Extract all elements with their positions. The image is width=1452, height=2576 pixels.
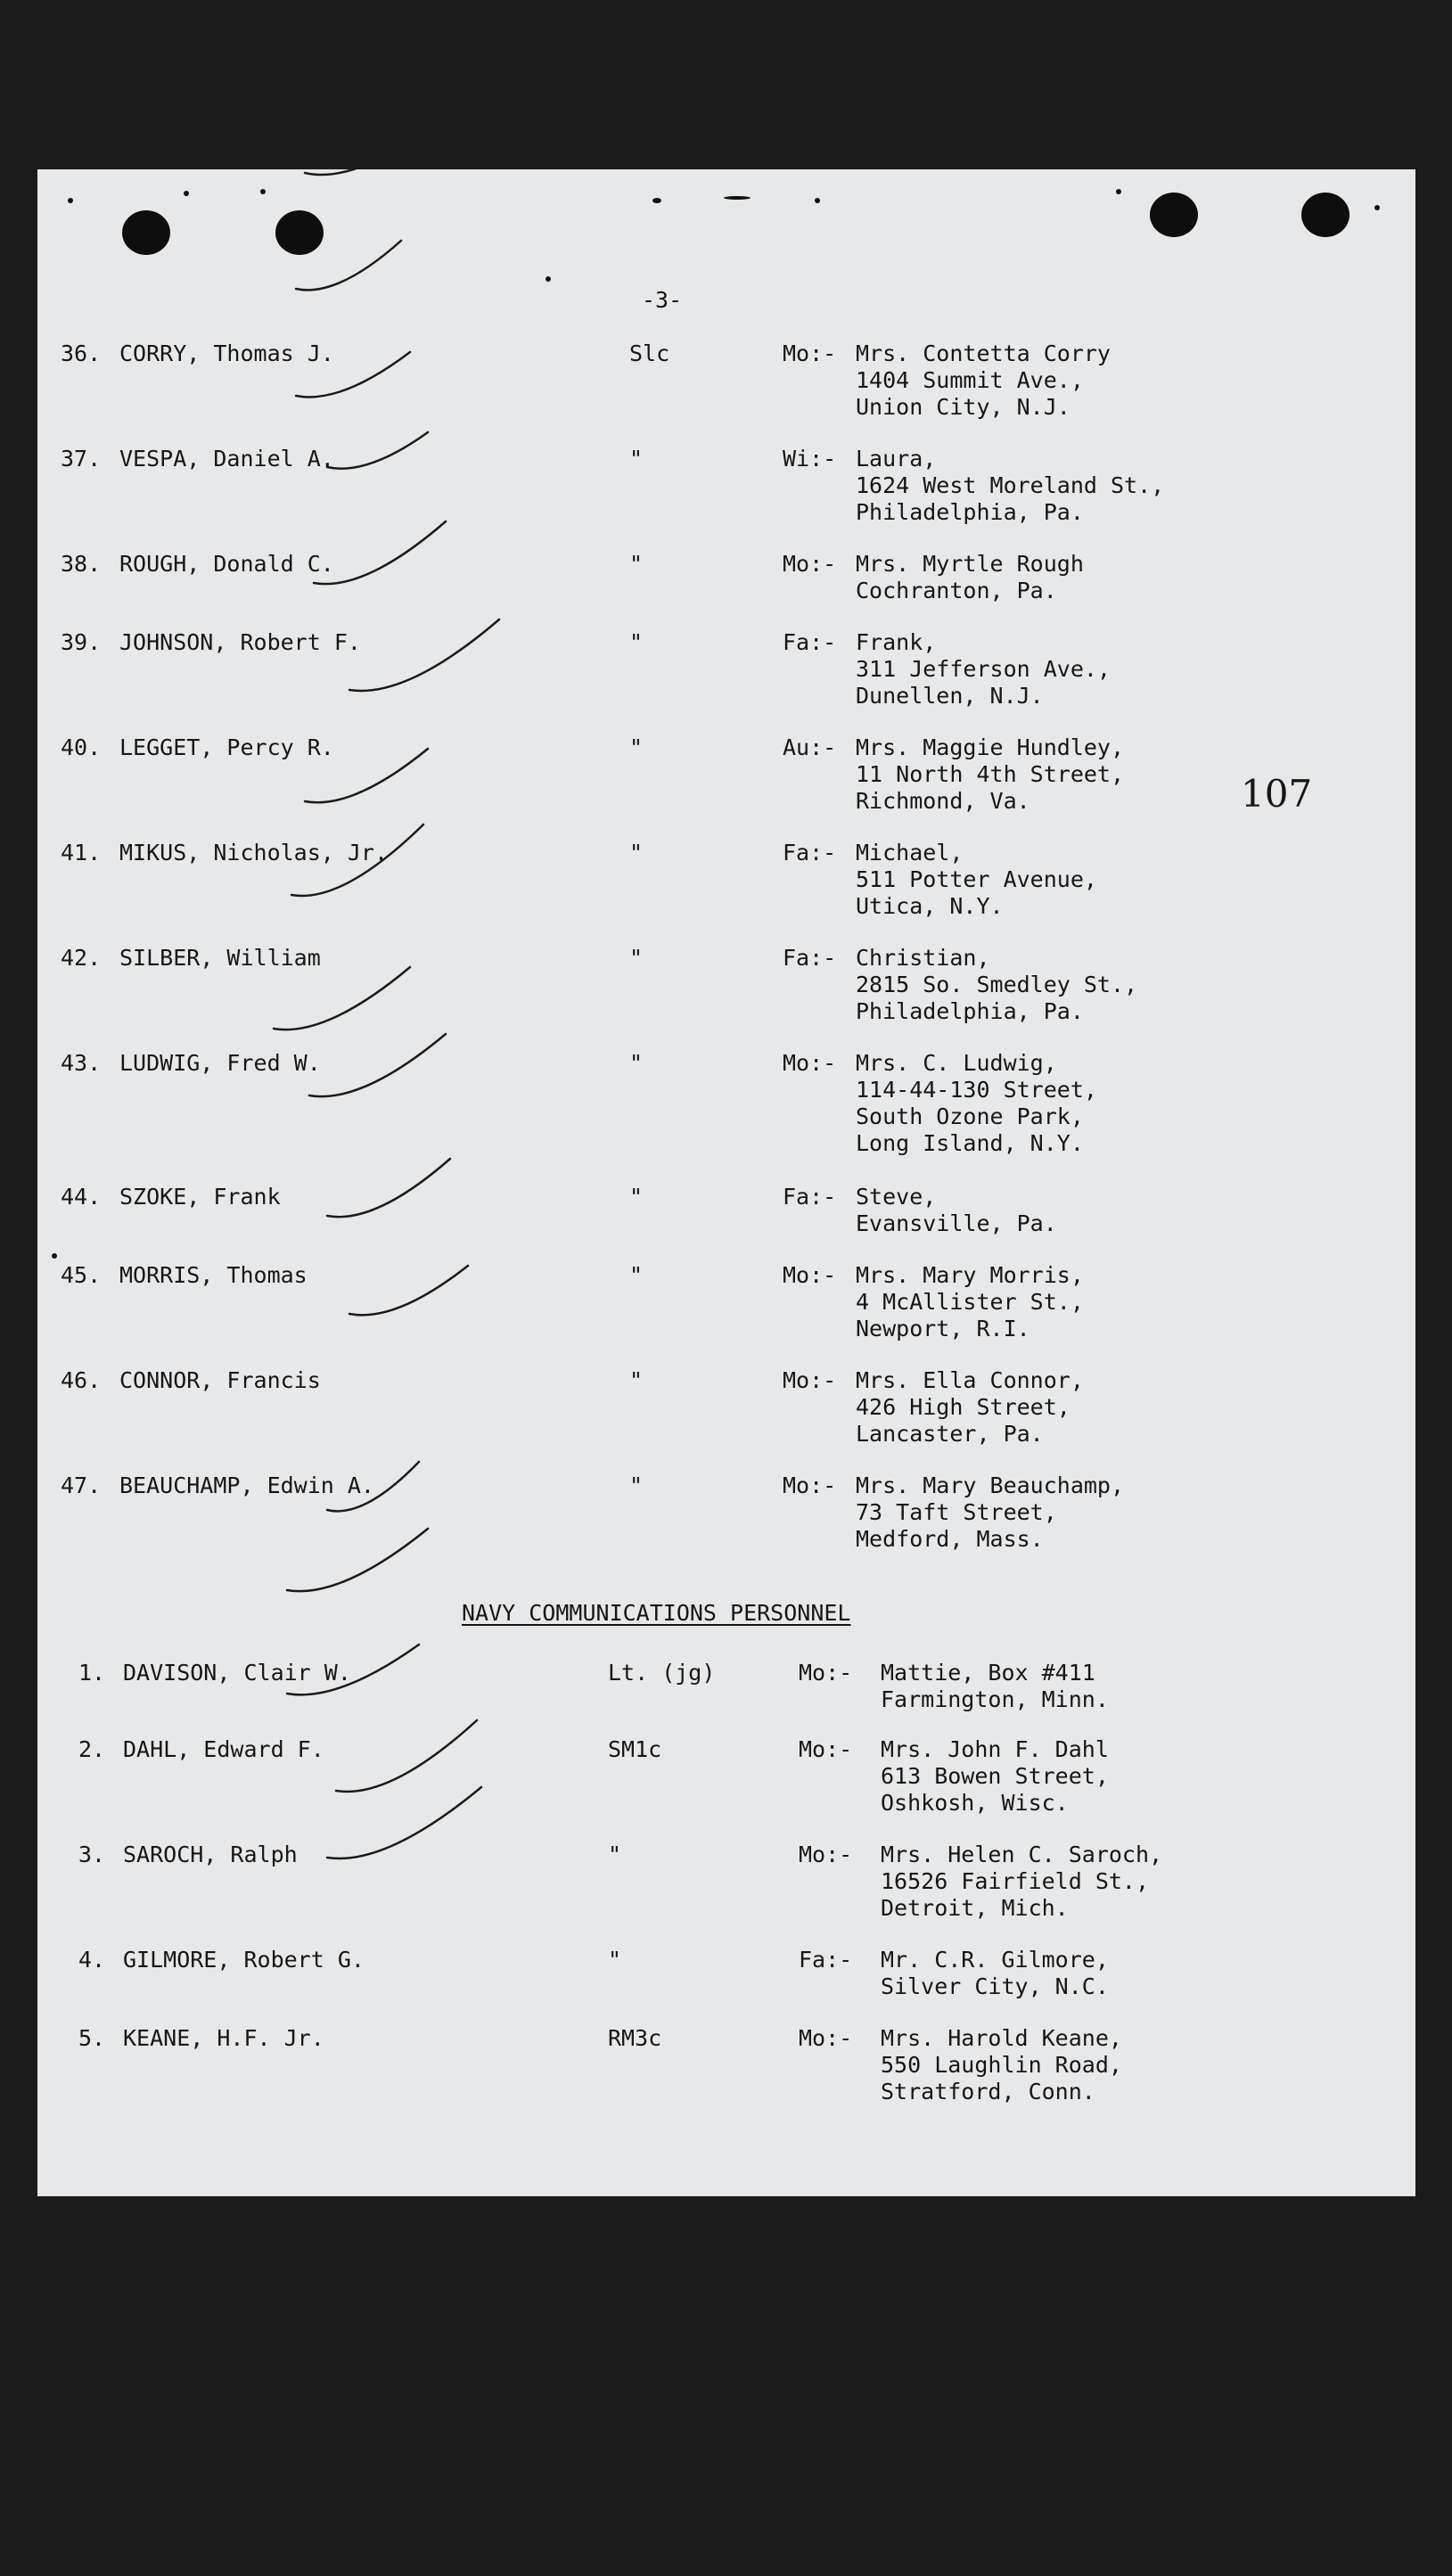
entry-number: 44. [61, 1184, 102, 1210]
entry-contact-line: 2815 So. Smedley St., [856, 972, 1138, 997]
check-mark [349, 1266, 468, 1315]
entry-contact-line: Mrs. C. Ludwig, [856, 1050, 1057, 1076]
entry-number: 5. [78, 2025, 106, 2051]
entry-number: 1. [78, 1660, 106, 1686]
entry-name: LEGGET, Percy R. [119, 734, 334, 760]
entry-name: BEAUCHAMP, Edwin A. [119, 1473, 374, 1498]
entry-contact-line: Steve, [856, 1184, 937, 1210]
entry-rank: " [629, 629, 644, 655]
entry-name: SAROCH, Ralph [123, 1842, 298, 1867]
entry-rank: " [629, 551, 644, 577]
entry-number: 41. [61, 840, 102, 866]
entry-contact-line: Philadelphia, Pa. [856, 998, 1084, 1024]
entry-name: KEANE, H.F. Jr. [123, 2025, 324, 2051]
entry-relation: Mo:- [783, 1050, 837, 1076]
check-mark [305, 749, 428, 802]
entry-contact-line: 16526 Fairfield St., [881, 1868, 1150, 1894]
entry-contact-line: 550 Laughlin Road, [881, 2052, 1122, 2078]
entry-contact-line: Mrs. Myrtle Rough [856, 551, 1084, 577]
entry-contact-line: 511 Potter Avenue, [856, 866, 1097, 892]
entry-number: 3. [78, 1842, 106, 1867]
entry-rank: RM3c [608, 2025, 662, 2051]
check-mark [296, 241, 401, 290]
entry-contact-line: 11 North 4th Street, [856, 761, 1125, 787]
entry-contact-line: Stratford, Conn. [881, 2079, 1095, 2104]
entry-number: 45. [61, 1262, 102, 1288]
entry-name: CORRY, Thomas J. [119, 340, 334, 366]
entry-contact-line: Laura, [856, 446, 937, 472]
entry-number: 42. [61, 945, 102, 971]
entry-relation: Mo:- [783, 1473, 837, 1498]
entry-contact-line: 311 Jefferson Ave., [856, 656, 1111, 682]
entry-contact-line: Mrs. Mary Morris, [856, 1262, 1084, 1288]
entry-number: 39. [61, 629, 102, 655]
entry-rank: Slc [629, 340, 670, 366]
entry-contact-line: Michael, [856, 840, 964, 866]
entry-contact-line: 613 Bowen Street, [881, 1763, 1109, 1789]
entry-number: 2. [78, 1736, 106, 1762]
check-mark [287, 1645, 419, 1694]
entry-relation: Fa:- [783, 840, 837, 866]
entry-relation: Mo:- [799, 1842, 853, 1867]
entry-rank: " [608, 1842, 622, 1867]
entry-relation: Mo:- [783, 551, 837, 577]
entry-contact-line: Long Island, N.Y. [856, 1130, 1084, 1156]
entry-contact-line: Mrs. Helen C. Saroch, [881, 1842, 1163, 1867]
folio-number: 107 [1241, 772, 1313, 816]
entry-name: DAVISON, Clair W. [123, 1660, 351, 1686]
entry-number: 40. [61, 734, 102, 760]
entry-rank: " [629, 945, 644, 971]
entry-contact-line: Evansville, Pa. [856, 1210, 1057, 1236]
entry-contact-line: 73 Taft Street, [856, 1499, 1057, 1525]
entry-contact-line: Mr. C.R. Gilmore, [881, 1947, 1109, 1973]
entry-rank: " [629, 1050, 644, 1076]
entry-number: 46. [61, 1367, 102, 1393]
entry-relation: Fa:- [783, 629, 837, 655]
entry-number: 37. [61, 446, 102, 472]
entry-name: SILBER, William [119, 945, 321, 971]
entry-name: SZOKE, Frank [119, 1184, 281, 1210]
entry-contact-line: Philadelphia, Pa. [856, 499, 1084, 525]
entry-relation: Mo:- [783, 1367, 837, 1393]
entry-contact-line: Mrs. Harold Keane, [881, 2025, 1122, 2051]
entry-rank: " [608, 1947, 622, 1973]
entry-contact-line: 426 High Street, [856, 1394, 1071, 1420]
entry-contact-line: Cochranton, Pa. [856, 578, 1057, 603]
entry-number: 38. [61, 551, 102, 577]
entry-relation: Fa:- [783, 945, 837, 971]
entry-name: DAHL, Edward F. [123, 1736, 324, 1762]
entry-contact-line: Mrs. John F. Dahl [881, 1736, 1109, 1762]
entry-contact-line: Mattie, Box #411 [881, 1660, 1095, 1686]
entry-name: CONNOR, Francis [119, 1367, 321, 1393]
entry-contact-line: Newport, R.I. [856, 1316, 1030, 1341]
entry-contact-line: Mrs. Ella Connor, [856, 1367, 1084, 1393]
entry-contact-line: Farmington, Minn. [881, 1686, 1109, 1712]
entry-name: VESPA, Daniel A. [119, 446, 334, 472]
entry-contact-line: Oshkosh, Wisc. [881, 1790, 1069, 1816]
entry-rank: SM1c [608, 1736, 662, 1762]
entry-contact-line: Mrs. Contetta Corry [856, 340, 1111, 366]
entry-contact-line: 1404 Summit Ave., [856, 367, 1084, 393]
entry-contact-line: Detroit, Mich. [881, 1895, 1069, 1921]
check-mark [327, 1462, 419, 1511]
entry-rank: " [629, 1473, 644, 1498]
check-mark [327, 432, 428, 469]
entry-contact-line: Silver City, N.C. [881, 1973, 1109, 1999]
entry-relation: Mo:- [799, 2025, 853, 2051]
check-mark [274, 967, 410, 1030]
entry-contact-line: Mrs. Maggie Hundley, [856, 734, 1125, 760]
entry-contact-line: Medford, Mass. [856, 1526, 1044, 1552]
entry-name: MIKUS, Nicholas, Jr. [119, 840, 389, 866]
entry-relation: Au:- [783, 734, 837, 760]
entry-name: MORRIS, Thomas [119, 1262, 308, 1288]
entry-name: JOHNSON, Robert F. [119, 629, 361, 655]
entry-contact-line: Utica, N.Y. [856, 893, 1004, 919]
check-mark [296, 352, 410, 397]
entry-rank: " [629, 1262, 644, 1288]
entry-name: LUDWIG, Fred W. [119, 1050, 321, 1076]
entry-name: GILMORE, Robert G. [123, 1947, 365, 1973]
entry-relation: Mo:- [799, 1736, 853, 1762]
entry-number: 36. [61, 340, 102, 366]
entry-contact-line: Mrs. Mary Beauchamp, [856, 1473, 1125, 1498]
entry-relation: Mo:- [799, 1660, 853, 1686]
check-mark [291, 824, 423, 896]
entry-relation: Fa:- [783, 1184, 837, 1210]
entry-contact-line: Lancaster, Pa. [856, 1421, 1044, 1447]
entry-contact-line: 4 McAllister St., [856, 1289, 1084, 1315]
entry-contact-line: South Ozone Park, [856, 1103, 1084, 1129]
entry-rank: " [629, 446, 644, 472]
check-mark [287, 1529, 428, 1591]
entry-rank: " [629, 734, 644, 760]
check-mark [314, 521, 446, 584]
check-mark [336, 1720, 477, 1792]
entry-name: ROUGH, Donald C. [119, 551, 334, 577]
entry-number: 47. [61, 1473, 102, 1498]
check-mark [309, 1034, 446, 1096]
entry-number: 4. [78, 1947, 106, 1973]
check-mark [349, 619, 499, 691]
check-mark [327, 1159, 450, 1217]
entry-contact-line: 1624 West Moreland St., [856, 472, 1165, 498]
entry-relation: Mo:- [783, 1262, 837, 1288]
entry-contact-line: Dunellen, N.J. [856, 683, 1044, 709]
entry-rank: " [629, 840, 644, 866]
entry-relation: Wi:- [783, 446, 837, 472]
page-number: -3- [642, 287, 683, 313]
entry-rank: " [629, 1367, 644, 1393]
entry-contact-line: Frank, [856, 629, 937, 655]
entry-number: 43. [61, 1050, 102, 1076]
check-mark [305, 147, 401, 175]
entry-rank: Lt. (jg) [608, 1660, 716, 1686]
entry-rank: " [629, 1184, 644, 1210]
entry-relation: Mo:- [783, 340, 837, 366]
entry-contact-line: Richmond, Va. [856, 788, 1030, 814]
entry-contact-line: Christian, [856, 945, 990, 971]
entry-contact-line: 114-44-130 Street, [856, 1077, 1097, 1103]
section-heading: NAVY COMMUNICATIONS PERSONNEL [462, 1600, 851, 1626]
entry-contact-line: Union City, N.J. [856, 394, 1071, 420]
check-mark [327, 1787, 481, 1858]
entry-relation: Fa:- [799, 1947, 853, 1973]
